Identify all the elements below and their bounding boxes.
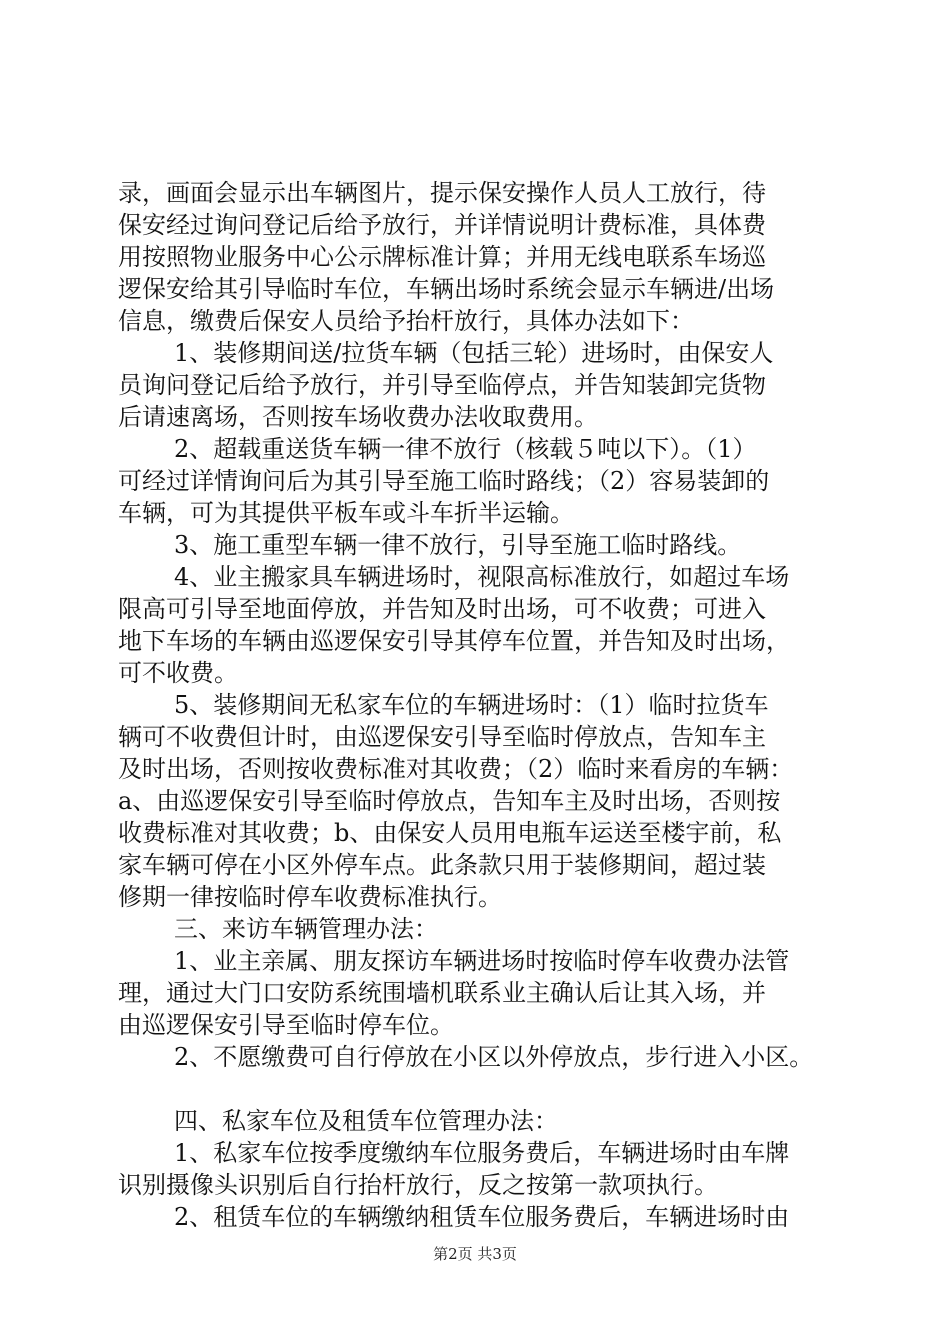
text-line: 识别摄像头识别后自行抬杆放行，反之按第一款项执行。 <box>118 1171 718 1199</box>
text-line: 3、施工重型车辆一律不放行，引导至施工临时路线。 <box>174 531 742 559</box>
text-line: 可不收费。 <box>118 659 238 687</box>
text-line: 及时出场，否则按收费标准对其收费；（2）临时来看房的车辆： <box>118 755 794 783</box>
text-line: 用按照物业服务中心公示牌标准计算；并用无线电联系车场巡 <box>118 243 766 271</box>
text-line: 后请速离场，否则按车场收费办法收取费用。 <box>118 403 598 431</box>
text-line: 1、私家车位按季度缴纳车位服务费后，车辆进场时由车牌 <box>174 1139 790 1167</box>
text-line: 由巡逻保安引导至临时停车位。 <box>118 1011 454 1039</box>
text-line: 员询问登记后给予放行，并引导至临停点，并告知装卸完货物 <box>118 371 766 399</box>
page-footer <box>0 1244 950 1264</box>
text-line: 2、租赁车位的车辆缴纳租赁车位服务费后，车辆进场时由 <box>174 1203 790 1231</box>
text-line: 信息，缴费后保安人员给予抬杆放行，具体办法如下： <box>118 307 694 335</box>
text-line: a、由巡逻保安引导至临时停放点，告知车主及时出场，否则按 <box>118 787 781 815</box>
text-line: 逻保安给其引导临时车位，车辆出场时系统会显示车辆进/出场 <box>118 275 775 303</box>
text-line: 辆可不收费但计时，由巡逻保安引导至临时停放点，告知车主 <box>118 723 766 751</box>
text-line: 录，画面会显示出车辆图片，提示保安操作人员人工放行，待 <box>118 179 766 207</box>
text-line: 5、装修期间无私家车位的车辆进场时：（1）临时拉货车 <box>174 691 769 719</box>
text-line: 地下车场的车辆由巡逻保安引导其停车位置，并告知及时出场， <box>118 627 790 655</box>
text-line: 4、业主搬家具车辆进场时，视限高标准放行，如超过车场 <box>174 563 790 591</box>
section-heading: 三、来访车辆管理办法： <box>174 915 438 943</box>
text-line: 可经过详情询问后为其引导至施工临时路线；（2）容易装卸的 <box>118 467 770 495</box>
text-line: 限高可引导至地面停放，并告知及时出场，可不收费；可进入 <box>118 595 766 623</box>
text-line: 家车辆可停在小区外停车点。此条款只用于装修期间，超过装 <box>118 851 766 879</box>
page-number-label: 第2页 共3页 <box>433 1245 517 1263</box>
text-line: 2、超载重送货车辆一律不放行（核载５吨以下）。（1） <box>174 435 757 463</box>
text-line: 2、不愿缴费可自行停放在小区以外停放点，步行进入小区。 <box>174 1043 814 1071</box>
section-heading: 四、私家车位及租赁车位管理办法： <box>174 1107 558 1135</box>
text-line: 理，通过大门口安防系统围墙机联系业主确认后让其入场，并 <box>118 979 766 1007</box>
text-line: 车辆，可为其提供平板车或斗车折半运输。 <box>118 499 574 527</box>
text-line: 修期一律按临时停车收费标准执行。 <box>118 883 502 911</box>
text-line: 保安经过询问登记后给予放行，并详情说明计费标准，具体费 <box>118 211 766 239</box>
text-line: 1、业主亲属、朋友探访车辆进场时按临时停车收费办法管 <box>174 947 790 975</box>
text-line: 收费标准对其收费；b、由保安人员用电瓶车运送至楼宇前，私 <box>118 819 782 847</box>
text-line: 1、装修期间送/拉货车辆（包括三轮）进场时，由保安人 <box>174 339 774 367</box>
